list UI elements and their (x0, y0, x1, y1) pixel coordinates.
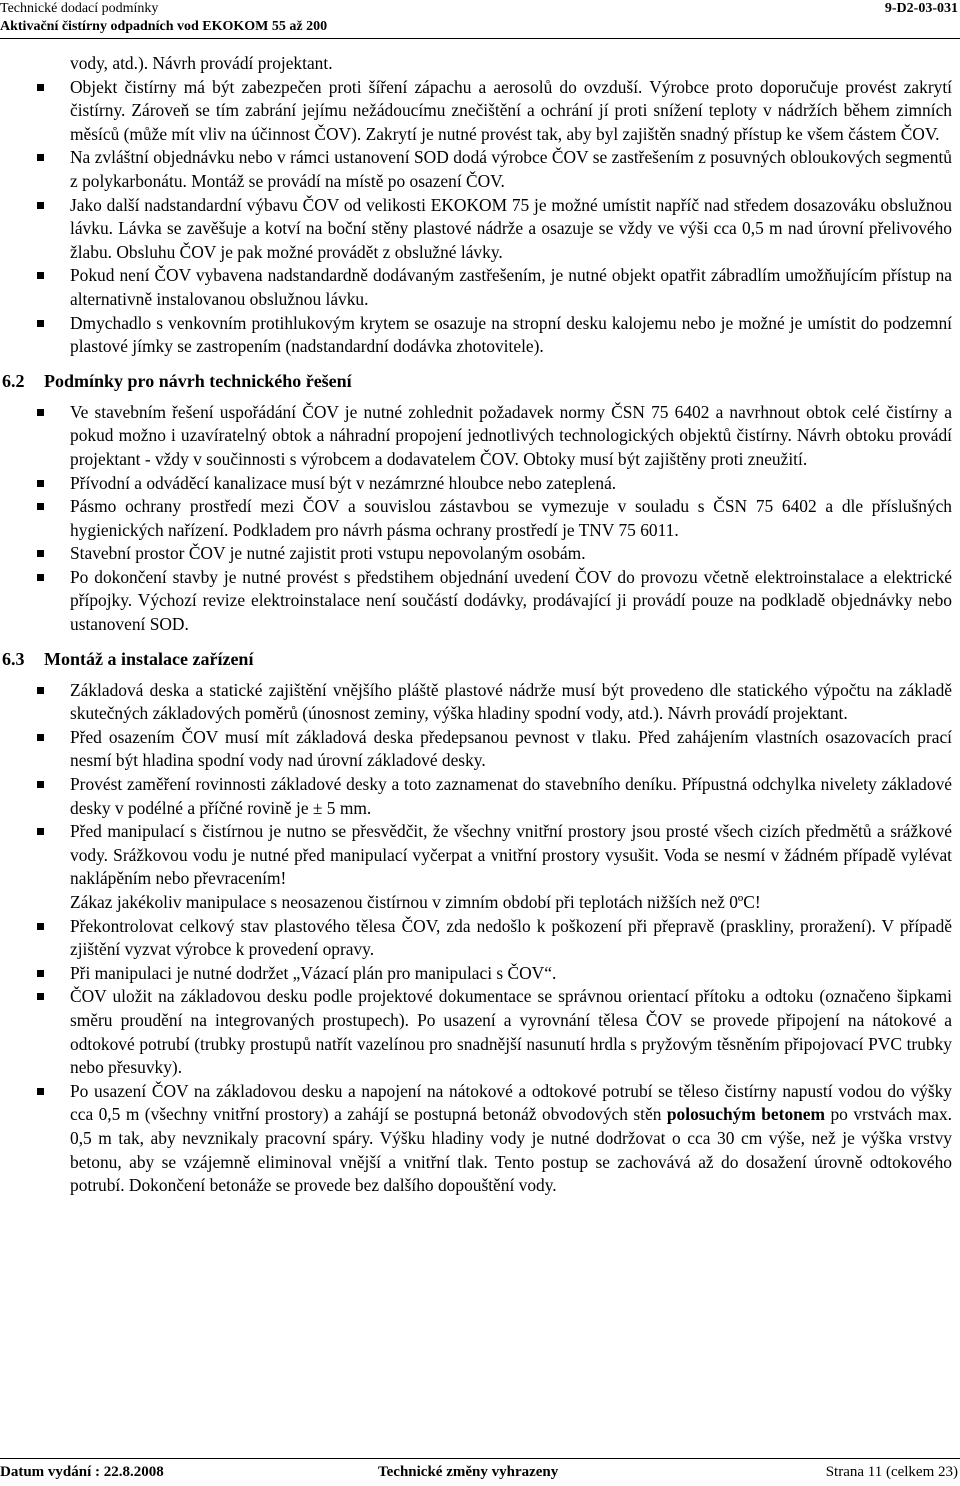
bullet-icon (37, 272, 44, 279)
bullet-icon (37, 828, 44, 835)
list-item: Pokud není ČOV vybavena nadstandardně dodávaným zastřešením, je nutné objekt opatřit zábradlím umožňujícím přístup na alternativně instalovanou obslužnou lávku. (70, 264, 952, 311)
issue-date: Datum vydání : 22.8.2008 (0, 1464, 164, 1480)
list-item: Překontrolovat celkový stav plastového tělesa ČOV, zda nedošlo k poškození při přepravě (praskliny, proražení). V případě zjištění vyzvat výrobce k provedení opravy. (70, 915, 952, 962)
header-divider (0, 38, 960, 39)
header-subtitle: Aktivační čistírny odpadních vod EKOKOM 55 až 200 (0, 19, 328, 34)
document-body (0, 52, 952, 1198)
list-item: Před manipulací s čistírnou je nutno se přesvědčit, že všechny vnitřní prostory jsou prosté všech cizích předmětů a srážkové vody. Srážkovou vodu je nutné před manipulací vyčerpat a vnitřní prostory vysušit. Voda se nesmí v žádném případě vylévat naklápěním nebo převracením! (70, 820, 952, 891)
section-number: 6.2 (2, 370, 25, 391)
bullet-icon (37, 550, 44, 557)
bullet-icon (37, 970, 44, 977)
list-item: Před osazením ČOV musí mít základová deska předepsanou pevnost v tlaku. Před zahájením vlastních osazovacích prací nesmí být hladina spodní vody nad úrovní základové desky. (70, 726, 952, 773)
list-item: Stavební prostor ČOV je nutné zajistit proti vstupu nepovolaným osobám. (70, 542, 952, 566)
bullet-icon (37, 154, 44, 161)
section-number: 6.3 (2, 648, 25, 669)
bullet-icon (37, 687, 44, 694)
section-heading-6-2 (0, 369, 952, 393)
list-item: Provést zaměření rovinnosti základové desky a toto zaznamenat do stavebního deníku. Přípustná odchylka nivelety základové desky v podélné a příčné rovině je ± 5 mm. (70, 773, 952, 820)
bullet-icon (37, 574, 44, 581)
list-item: Po dokončení stavby je nutné provést s předstihem objednání uvedení ČOV do provozu včetně elektroinstalace a elektrické přípojky. Výchozí revize elektroinstalace není součástí dodávky, prodávající ji provádí pouze na podkladě objednávky nebo ustanovení SOD. (70, 566, 952, 637)
changes-note: Technické změny vyhrazeny (378, 1464, 559, 1480)
bullet-icon (37, 923, 44, 930)
bullet-icon (37, 84, 44, 91)
list-item: Ve stavebním řešení uspořádání ČOV je nutné zohlednit požadavek normy ČSN 75 6402 a navrhnout obtok celé čistírny a pokud možno i uzavíratelný obtok a náhradní propojení jednotlivých technologických objektů čistírny. Návrh obtoku provádí projektant - vždy v součinnosti s výrobcem a dodavatelem ČOV. Obtoky musí být zajištěny proti zneužití. (70, 401, 952, 472)
list-item: ČOV uložit na základovou desku podle projektové dokumentace se správnou orientací přítoku a odtoku (označeno šipkami směru proudění na integrovaných prostupech). Po usazení a vyrovnání tělesa ČOV se provede připojení na nátokové a odtokové potrubí (trubky prostupů natřít vazelínou pro snadnější nasunutí hrdla s pryžovým těsněním připojovací PVC trubky nebo přesuvky). (70, 985, 952, 1079)
continuation-text: vody, atd.). Návrh provádí projektant. (70, 53, 333, 73)
list-item: Základová deska a statické zajištění vnějšího pláště plastové nádrže musí být provedeno dle statického výpočtu na základě skutečných základových poměrů (únosnost zeminy, výška hladiny spodní vody, atd.). Návrh provádí projektant. (70, 679, 952, 726)
header-title: Technické dodací podmínky (0, 1, 159, 16)
winter-warning: Zákaz jakékoliv manipulace s neosazenou čistírnou v zimním období při teplotách nižších než 0ºC! (70, 892, 761, 912)
list-item: Po usazení ČOV na základovou desku a napojení na nátokové a odtokové potrubí se těleso čistírny napustí vodou do výšky cca 0,5 m (všechny vnitřní prostory) a zahájí se postupná betonáž obvodových stěn polosuchým betonem po vrstvách max. 0,5 m tak, aby nevznikaly pracovní spáry. Výšku hladiny vody je nutné dodržovat o cca 30 cm výše, než je výška vrstvy betonu, aby se vzájemně eliminoval vnější a vnitřní tlak. Tento postup se zachovává až do dosažení úrovně odtokového potrubí. Dokončení betonáže se provede bez dalšího dopouštění vody. (70, 1080, 952, 1198)
list-item: Při manipulaci je nutné dodržet „Vázací plán pro manipulaci s ČOV“. (70, 962, 952, 986)
list-item: Na zvláštní objednávku nebo v rámci ustanovení SOD dodá výrobce ČOV se zastřešením z posuvných obloukových segmentů z polykarbonátu. Montáž se provádí na místě po osazení ČOV. (70, 146, 952, 193)
page-header (0, 0, 327, 36)
section-title: Podmínky pro návrh technického řešení (44, 370, 352, 391)
bullet-icon (37, 1088, 44, 1095)
bullet-icon (37, 409, 44, 416)
bullet-icon (37, 503, 44, 510)
header-doc-code: 9-D2-03-031 (884, 1, 958, 16)
bullet-icon (37, 781, 44, 788)
section-title: Montáž a instalace zařízení (44, 648, 254, 669)
bold-term: polosuchým betonem (666, 1104, 826, 1125)
footer-divider (0, 1458, 960, 1459)
list-item: Pásmo ochrany prostředí mezi ČOV a souvislou zástavbou se vymezuje v souladu s ČSN 75 6402 a dle příslušných hygienických nařízení. Podkladem pro návrh pásma ochrany prostředí je TNV 75 6011. (70, 495, 952, 542)
bullet-icon (37, 480, 44, 487)
bullet-icon (37, 993, 44, 1000)
page-number: Strana 11 (celkem 23) (825, 1464, 958, 1480)
list-item: Objekt čistírny má být zabezpečen proti šíření zápachu a aerosolů do ovzduší. Výrobce proto doporučuje provést zakrytí čistírny. Zároveň se tím zabrání jejímu nežádoucímu znečištění a ochrání jí proti snížení teploty v nádržích během zimních měsíců (může mít vliv na účinnost ČOV). Zakrytí je nutné provést tak, aby byl zajištěn snadný přístup ke všem částem ČOV. (70, 76, 952, 147)
bullet-icon (37, 202, 44, 209)
list-item: Dmychadlo s venkovním protihlukovým krytem se osazuje na stropní desku kalojemu nebo je možné je umístit do podzemní plastové jímky se zastropením (nadstandardní dodávka zhotovitele). (70, 312, 952, 359)
list-item: Přívodní a odváděcí kanalizace musí být v nezámrzné hloubce nebo zateplená. (70, 472, 952, 496)
bullet-icon (37, 320, 44, 327)
list-item: Jako další nadstandardní výbavu ČOV od velikosti EKOKOM 75 je možné umístit napříč nad středem dosazováku obslužnou lávku. Lávka se zavěšuje a kotví na boční stěny plastové nádrže a osazuje se vždy ve výši cca 0,5 m nad úrovní přelivového žlabu. Obsluhu ČOV je pak možné provádět z obslužné lávky. (70, 194, 952, 265)
bullet-icon (37, 734, 44, 741)
section-heading-6-3 (0, 647, 952, 671)
